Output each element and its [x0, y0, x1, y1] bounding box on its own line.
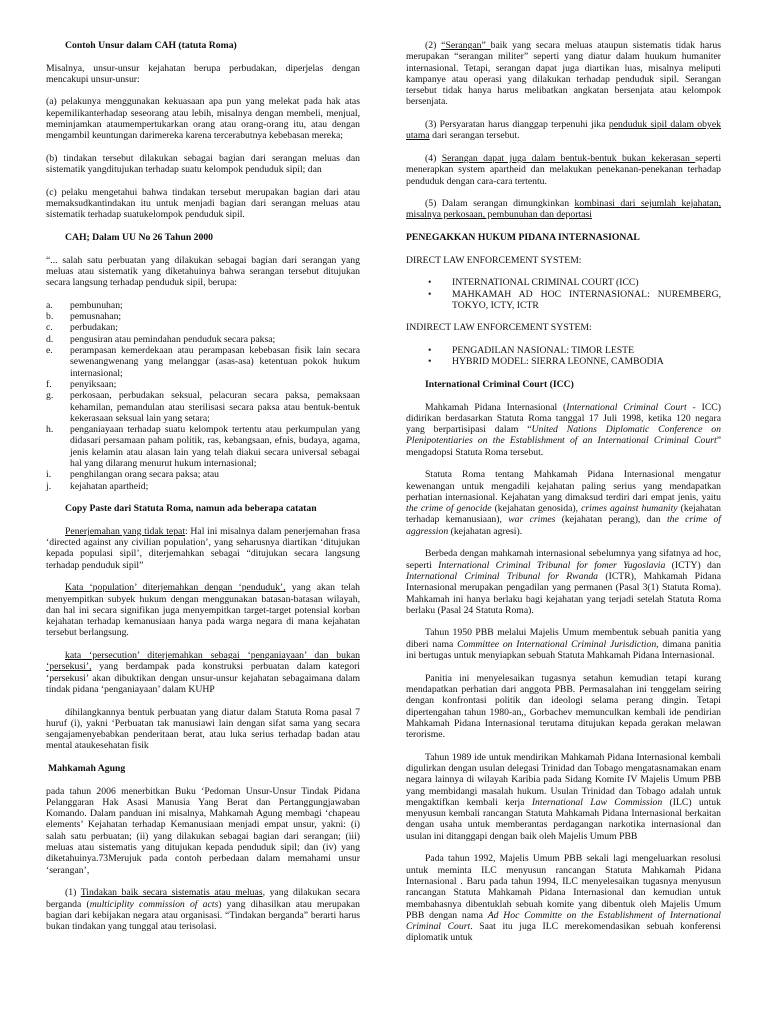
heading-penegakkan-hukum: PENEGAKKAN HUKUM PIDANA INTERNASIONAL [406, 232, 640, 244]
heading-cah-uu: CAH; Dalam UU No 26 Tahun 2000 [65, 232, 214, 244]
indirect-label: INDIRECT LAW ENFORCEMENT SYSTEM: [406, 322, 592, 334]
paragraph: (1) Tindakan baik secara sistematis atau meluas, yang dilakukan secara berganda (multiciplity commission of acts) yang dihasilkan atau merupakan bagian dari kebijakan negara atau organisasi. “Tindakan berganda” berarti harus bukan tindakan yang tunggal atau terisolasi. [46, 887, 360, 933]
heading-contoh-unsur: Contoh Unsur dalam CAH (tatuta Roma) [65, 40, 237, 51]
bullet-item: • MAHKAMAH AD HOC INTERNASIONAL: NUREMBERG, TOKYO, ICTY, ICTR [428, 288, 721, 311]
paragraph: Misalnya, unsur-unsur kejahatan berupa perbudakan, diperjelas dengan mencakupi unsur-unsur: [46, 62, 360, 85]
list-item: j. kejahatan apartheid; [46, 480, 149, 492]
paragraph: Kata ‘population’ diterjemahkan dengan ‘penduduk’, yang akan telah menyempitkan subyek hukum dengan menggunakan batasan-batasan wilayah, dan hal ini secara signifikan juga menyempitkan target-target potensial korban kejahatan terhadap kemanusiaan hanya pada warga negara di mana kejahatan tersebut berlangsung. [46, 582, 361, 639]
list-item: g. perkosaan, perbudakan seksual, pelacuran secara paksa, pemaksaan kehamilan, pemandulan atau sterilisasi secara paksa atau bentuk-bentuk kekerasaan seksual lain yang setara; [46, 390, 360, 424]
heading-copy-paste: Copy Paste dari Statuta Roma, namun ada beberapa catatan [65, 503, 317, 515]
list-item: i. penghilangan orang secara paksa; atau [46, 469, 220, 481]
paragraph: Pada tahun 1992, Majelis Umum PBB sekali lagi mengeluarkan resolusi untuk meminta ILC menyusun rancangan Statuta Mahkamah Pidana Internasional . Baru pada tahun 1994, ILC menyelesaikan tugasnya menyusun rancangan Statuta Mahkamah Pidana Internasional dan kemudian untuk membahasnya dibentuklah sebuah komite yang dibentuk oleh Majelis Umum PBB dengan nama Ad Hoc Committe on the Establishment of International Criminal Court. Saat itu juga ILC merekomendasikan sebuah konferensi diplomatik untuk [406, 853, 721, 944]
paragraph: dihilangkannya bentuk perbuatan yang diatur dalam Statuta Roma pasal 7 huruf (i), yakni ‘Perbuatan tak manusiawi lain dengan sifat sama yang secara sengajamenyebabkan penderitaan berat, atau luka serius terhadap badan atau mental ataukesehatan fisik [46, 706, 360, 752]
list-item: f. penyiksaan; [46, 378, 117, 390]
paragraph: (3) Persyaratan harus dianggap terpenuhi jika penduduk sipil dalam obyek utama dari serangan tersebut. [406, 119, 721, 142]
paragraph: Berbeda dengan mahkamah internasional sebelumnya yang sifatnya ad hoc, seperti International Criminal Tribunal for fomer Yugoslavia (ICTY) dan International Criminal Tribunal for Rwanda (ICTR), Mahkamah Pidana Internasional merupakan pengadilan yang permanen (Pasal 3(1) Statuta Roma). Mahkamah ini hanya berlaku bagi kejahatan yang terjadi setelah Statuta Roma berlaku (Pasal 24 Statuta Roma). [406, 548, 722, 616]
paragraph: kata ‘persecution’ diterjemahkan sebagai ‘penganiayaan’ dan bukan ‘persekusi’, yang berdampak pada konstruksi perbuatan dalam kategori ‘persekusi’ akan dibuktikan dengan unsur-unsur kejahatan sebagaimana dalam tindak pidana ‘penganiayaan’ dalam KUHP [46, 650, 360, 695]
bullet-item: • INTERNATIONAL CRIMINAL COURT (ICC) [428, 277, 639, 289]
crime-list [46, 300, 360, 492]
direct-label: DIRECT LAW ENFORCEMENT SYSTEM: [406, 254, 582, 266]
list-item: c. perbudakan; [46, 322, 118, 334]
paragraph: (2) “Serangan” baik yang secara meluas ataupun sistematis tidak harus merupakan “serangan militer” seperti yang diatur dalam huukum humaniter internasional. Tetapi, serangan dapat juga diartikan luas, misalnya meliputi kampanye atau operasi yang dilakukan terhadap penduduk sipil. Serangan tersebut tidak hanya harus melibatkan angkatan bersenjata atau kelompok bersenjata. [406, 40, 721, 108]
paragraph: Tahun 1950 PBB melalui Majelis Umum membentuk sebuah panitia yang diberi nama Committee on International Criminal Jurisdiction, dimana panitia ini bertugas untuk menyiapkan sebuah Statuta Mahkamah Pidana Internasional. [406, 627, 721, 662]
paragraph: (a) pelakunya menggunakan kekuasaan apa pun yang melekat pada hak atas kepemilikanterhadap seseorang atau lebih, misalnya dengan membeli, menjual, meminjamkan ataumempertukarkan orang atau orang-orang itu, atau dengan mengambil keuntungan darimereka karena tercerabutnya kebebasan mereka; [46, 96, 360, 142]
list-item: b. pemusnahan; [46, 311, 122, 323]
left-column [46, 40, 360, 932]
heading-icc: International Criminal Court (ICC) [425, 378, 574, 390]
bullet-item: • PENGADILAN NASIONAL: TIMOR LESTE [428, 345, 634, 357]
paragraph: (4) Serangan dapat juga dalam bentuk-bentuk bukan kekerasan seperti menerapkan system apartheid dan melakukan penekanan-penekanan terhadap penduduk dengan cara-cara tertentu. [406, 152, 722, 187]
right-column [406, 40, 721, 944]
paragraph: (c) pelaku mengetahui bahwa tindakan tersebut merupakan bagian dari atau memaksudkantindakan itu untuk menjadi bagian dari serangan meluas atau sistematik terhadap suatukelompok penduduk sipil. [46, 186, 360, 221]
list-item: d. pengusiran atau pemindahan penduduk secara paksa; [46, 333, 276, 345]
list-item: h. penganiayaan terhadap suatu kelompok tertentu atau perkumpulan yang didasari persamaan paham politik, ras, kebangsaan, efnis, budaya, agama, jenis kelamin atau alasan lain yang telah diakui secara universal sebagai hal yang dilarang menurut hukum internasional; [46, 424, 360, 469]
list-item: e. perampasan kemerdekaan atau perampasan kebebasan fisik lain secara sewenangwenang yang melanggar (asas-asa) ketentuan pokok hukum internasional; [46, 345, 360, 379]
paragraph: Penerjemahan yang tidak tepat: Hal ini misalnya dalam penerjemahan frasa ‘directed against any civilian population’, yang seharusnya diartikan ‘ditujukan kepada populasi sipil’, diterjemahkan sebagai “ditujukan secara langsung terhadap penduduk sipil” [46, 525, 360, 571]
list-item: a. pembunuhan; [46, 299, 123, 311]
paragraph: pada tahun 2006 menerbitkan Buku ‘Pedoman Unsur-Unsur Tindak Pidana Pelanggaran Hak Asasi Manusia Yang Berat dan Pertanggungjawaban Komando. Dalam panduan ini misalnya, Mahkamah Agung membagi ‘chapeau elements’ Kejahatan terhadap Kemanusiaan menjadi empat unsur, yakni: (i) salah satu perbuatan; (ii) yang dilakukan sebagai bagian dari serangan; (iii) meluas atau sistematis yang ditujukan kepada penduduk sipil; dan (iv) yang diketahuinya.73Merujuk pada contoh perbedaan dalam memahami unsur ‘serangan’, [46, 785, 360, 876]
paragraph: (5) Dalam serangan dimungkinkan kombinasi dari sejumlah kejahatan, misalnya perkosaan, pembunuhan dan deportasi [406, 198, 722, 221]
paragraph: Panitia ini menyelesaikan tugasnya setahun kemudian tetapi kurang mendapatkan perhatian dari anggota PBB. Permasalahan ini tenggelam seiring dengan konfrontasi politik dan ideologi selama perang dingin. Tetapi dipertengahan tahun 1980-an,, Gorbachev memunculkan kembali ide pendirian Mahkamah Pidana Internasional terutama ditujukan kepada gerakan melawan terorisme. [406, 672, 721, 741]
heading-mahkamah-agung: Mahkamah Agung [48, 763, 126, 774]
paragraph: (b) tindakan tersebut dilakukan sebagai bagian dari serangan meluas dan sistematik yangditujukan terhadap suatu kelompok penduduk sipil; dan [46, 152, 360, 176]
paragraph: Tahun 1989 ide untuk mendirikan Mahkamah Pidana Internasional kembali digulirkan dengan usulan delegasi Trinidad dan Tobago mengatasnamakan enam negara lainnya di wilayah Karibia pada Sidang Komite IV Majelis Umum PBB yang membidangi masalah hukum. Usulan Trinidad dan Tobago adalah untuk mengaktifkan kembali kerja International Law Commission (ILC) untuk menyusun kembali rancangan Statuta Mahkamah Pidana Internasional berkaitan dengan usaha untuk memberantas perdagangan narkotika internasional dan usulan ini ditanggapi dengan baik oleh Majelis Umum PBB [406, 751, 721, 842]
paragraph: “... salah satu perbuatan yang dilakukan sebagai bagian dari serangan yang meluas atau sistematik yang diketahuinya bahwa serangan tersebut ditujukan secara langsung terhadap penduduk sipil, berupa: [46, 254, 360, 289]
bullet-item: • HYBRID MODEL: SIERRA LEONNE, CAMBODIA [428, 356, 664, 368]
paragraph: Statuta Roma tentang Mahkamah Pidana Internasional mengatur kewenangan untuk mengadili kejahatan paling serius yang mendapatkan perhatian internasional. Kejahatan yang dimaksud terdiri dari empat jenis, yaitu the crime of genocide (kejahatan genosida), crimes against humanity (kejahatan terhadap kemanusiaan), war crimes (kejahatan perang), dan the crime of aggression (kejahatan agresi). [406, 469, 721, 537]
paragraph: Mahkamah Pidana Internasional (International Criminal Court - ICC) didirikan berdasarkan Statuta Roma tanggal 17 Juli 1998, ketika 120 negara yang berpartisipasi dalam “United Nations Diplomatic Conference on Plenipotentiaries on the Establishment of an International Criminal Court” mengadopsi Statuta Roma tersebut. [406, 401, 721, 458]
